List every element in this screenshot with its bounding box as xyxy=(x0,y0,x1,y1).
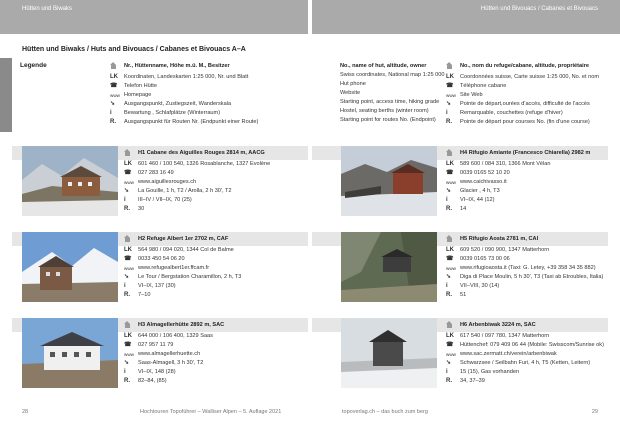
hut-icon xyxy=(124,321,131,328)
page-number-left: 28 xyxy=(22,409,29,415)
legend-tab xyxy=(0,58,12,132)
hut-photo-h2 xyxy=(22,232,118,302)
legend-fr: No., nom du refuge/cabane, altitude, propriétaire LK Coordonnées suisse, Carte suisse 1:25 000, No. et nom ☎ Téléphone cabane www Site Web ➘ Pointe de départ,ourées d'accès, difficulté de l'accès i Remarquable, couchettes (refuge d'hiver) R. Pointe de départ pour courses No. (fin d'une course) xyxy=(446,63,599,125)
phone-icon: ☎ xyxy=(446,342,454,348)
hut-photo-h4 xyxy=(341,146,437,216)
page-gutter xyxy=(308,0,312,429)
phone-icon: ☎ xyxy=(446,256,454,262)
page-number-right: 29 xyxy=(591,409,598,415)
info-icon: i xyxy=(446,197,448,203)
info-icon: i xyxy=(446,369,448,375)
hiker-icon: ➘ xyxy=(110,101,116,107)
hut-entry-h5: H5 Rifugio Aosta 2781 m, CAI LK 609 520 / 090 900, 1347 Matterhorn ☎ 0039 0165 73 00 06 www www.rifugioaosta.it (Taxi: G. Letey, +39 358 34 35 882) ➘ Diga di Place Moulin, 5 h 30', T3 (Taxi ab Etroubles, Italia) i VII–VIII, 30 (14) R. 51 xyxy=(446,236,604,298)
running-header-left: Hütten und Biwaks xyxy=(22,6,73,12)
footer-right-text: topoverlag.ch – das buch zum berg xyxy=(342,409,428,415)
hut-icon xyxy=(446,235,453,242)
hiker-icon: ➘ xyxy=(446,360,452,366)
phone-icon: ☎ xyxy=(124,256,132,262)
info-icon: i xyxy=(110,110,112,116)
hut-icon xyxy=(124,235,131,242)
hiker-icon: ➘ xyxy=(124,188,130,194)
hiker-icon: ➘ xyxy=(124,360,130,366)
phone-icon: ☎ xyxy=(446,83,454,89)
footer-left-text: Hochtouren Topoführer – Walliser Alpen – 5. Auflage 2021 xyxy=(140,409,282,415)
hut-entry-h3: H3 Almagellerhütte 2892 m, SAC LK 644 000 / 106 400, 1329 Saas ☎ 027 957 11 79 www www.almagellerhuette.ch ➘ Saas-Almagell, 3 h 30', T2 i VI–IX, 148 (28) R. 82–84, (85) xyxy=(124,322,225,384)
hut-icon xyxy=(446,149,453,156)
phone-icon: ☎ xyxy=(446,170,454,176)
info-icon: i xyxy=(124,369,126,375)
hut-icon xyxy=(446,62,453,69)
hut-photo-h6 xyxy=(341,318,437,388)
legend-en: No., name of hut, altitude, owner Swiss coordinates, National map 1:25 000 Hut phone Website Starting point, access time, hiking grade Hostel, seating berths (winter room) Starting point for routes No. (Endpoint) xyxy=(340,63,445,123)
hiker-icon: ➘ xyxy=(446,274,452,280)
hiker-icon: ➘ xyxy=(446,101,452,107)
info-icon: i xyxy=(124,197,126,203)
phone-icon: ☎ xyxy=(124,170,132,176)
legend-de: Nr., Hüttenname, Höhe m.ü. M., Besitzer LK Koordinaten, Landeskarten 1:25 000, Nr. und Blatt ☎ Telefon Hütte www Homepage ➘ Ausgangspunkt, Zustiegszeit, Wanderskala i Bewartung , Schlafplätze (Winterraum) R. Ausgangspunkt für Routen Nr. (Endpunkt einer Route) xyxy=(110,63,259,125)
running-header-right: Hütten und Bivouacs / Cabanes et Bivouacs xyxy=(480,6,598,12)
hiker-icon: ➘ xyxy=(124,274,130,280)
hiker-icon: ➘ xyxy=(446,188,452,194)
hut-icon xyxy=(110,62,117,69)
info-icon: i xyxy=(446,110,448,116)
hut-icon xyxy=(124,149,131,156)
hut-entry-h2: H2 Refuge Albert 1er 2702 m, CAF LK 564 980 / 094 020, 1344 Col de Balme ☎ 0033 450 54 06 20 www www.refugealbert1er.ffcam.fr ➘ Le Tour / Bergstation Charamillon, 2 h, T3 i VI–IX, 137 (30) R. 7–10 xyxy=(124,236,242,298)
phone-icon: ☎ xyxy=(110,83,118,89)
info-icon: i xyxy=(446,283,448,289)
page-title: Hütten und Biwaks / Huts and Bivouacs / Cabanes et Bivouacs A–A xyxy=(22,46,246,53)
info-icon: i xyxy=(124,283,126,289)
legend-label: Legende xyxy=(20,62,47,69)
hut-icon xyxy=(446,321,453,328)
hut-photo-h5 xyxy=(341,232,437,302)
hut-entry-h1: H1 Cabane des Aiguilles Rouges 2814 m, AACG LK 601 460 / 100 540, 1326 Rosablanche, 1327 Evolène ☎ 027 283 16 49 www www.aiguillesrouges.ch ➘ La Gouille, 1 h, T2 / Arolla, 2 h 30', T2 i III–IV / VII–IX, 70 (25) R. 30 xyxy=(124,150,271,212)
hut-photo-h1 xyxy=(22,146,118,216)
hut-entry-h6: H6 Arbenbiwak 3224 m, SAC LK 617 540 / 097 780, 1347 Matterhorn ☎ Hüttenchef: 079 409 06 44 (Mobile: Swisscom/Sunrise ok) www www.sac.zermatt.ch/verein/arbenbiwak ➘ Schwarzsee / Seilbahn Furi, 4 h, T5 (Ketten, Leitern) i 15 (15), Gas vorhanden R. 34, 37–39 xyxy=(446,322,604,384)
hut-entry-h4: H4 Rifugio Amiante (Francesco Chiarella) 2982 m LK 589 600 / 084 310, 1366 Mont Vélan ☎ 0039 0165 52 10 20 www www.caichivasso.it ➘ Glacier , 4 h, T3 i VI–IX, 44 (12) R. 14 xyxy=(446,150,591,212)
hut-photo-h3 xyxy=(22,318,118,388)
phone-icon: ☎ xyxy=(124,342,132,348)
